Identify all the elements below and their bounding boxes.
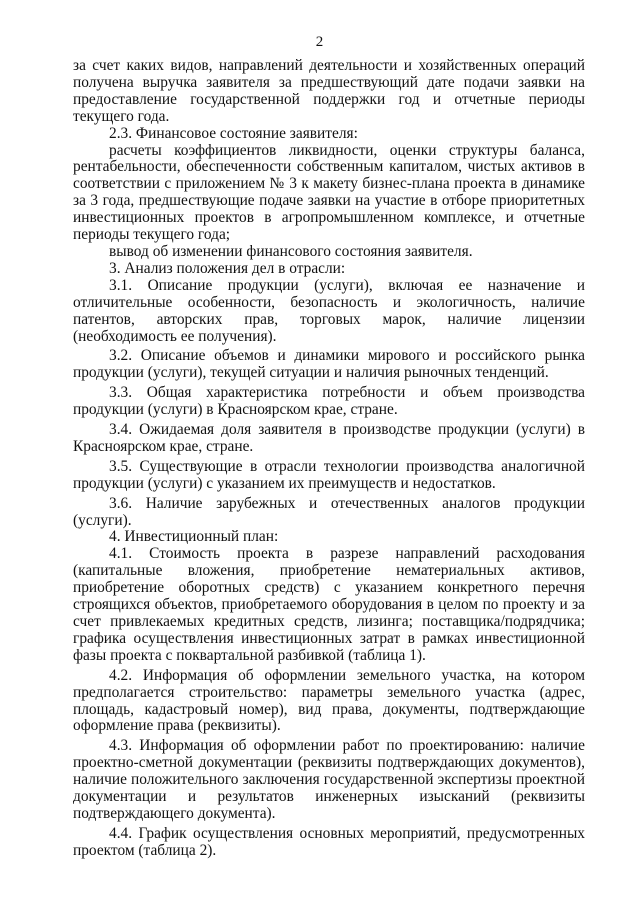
paragraph-3-5: 3.5. Существующие в отрасли технологии производства аналогичной продукции (услуги) с указанием их преимуществ и недостатков. [73, 457, 585, 492]
paragraph-3-1: 3.1. Описание продукции (услуги), включая ее назначение и отличительные особенности, безопасность и экологичность, наличие патентов, авторских прав, торговых марок, наличие лицензии (необходимость ее получения). [73, 276, 585, 345]
paragraph-4-2: 4.2. Информация об оформлении земельного участка, на котором предполагается строительство: параметры земельного участка (адрес, площадь, кадастровый номер), вид права, документы, подтверждающие оформление права (реквизиты). [73, 666, 585, 735]
paragraph-4-heading: 4. Инвестиционный план: [109, 528, 279, 546]
page-number: 2 [315, 34, 324, 50]
paragraph-4-4: 4.4. График осуществления основных мероприятий, предусмотренных проектом (таблица 2). [73, 824, 585, 859]
paragraph-3-6: 3.6. Наличие зарубежных и отечественных аналогов продукции (услуги). [73, 494, 585, 529]
paragraph-3-4: 3.4. Ожидаемая доля заявителя в производстве продукции (услуги) в Красноярском крае, стране. [73, 421, 585, 455]
paragraph-3-heading: 3. Анализ положения дел в отрасли: [109, 259, 346, 277]
paragraph-financial-conclusion: вывод об изменении финансового состояния заявителя. [109, 242, 473, 260]
paragraph-3-3: 3.3. Общая характеристика потребности и объем производства продукции (услуги) в Красноярском крае, стране. [73, 384, 585, 419]
paragraph-3-2: 3.2. Описание объемов и динамики мирового и российского рынка продукции (услуги), текущей ситуации и наличия рыночных тенденций. [73, 347, 585, 382]
document-body [73, 58, 585, 860]
paragraph-financial-ratios: расчеты коэффициентов ликвидности, оценки структуры баланса, рентабельности, обеспеченности собственным капиталом, чистых активов в соответствии с приложением № 3 к макету бизнес-плана проекта в динамике за 3 года, предшествующие подаче заявки на участие в отборе приоритетных инвестиционных проектов в агропромышленном комплексе, и отчетные периоды текущего года; [73, 141, 585, 244]
paragraph-4-3: 4.3. Информация об оформлении работ по проектированию: наличие проектно-сметной документации (реквизиты подтверждающих документов), наличие положительного заключения государственной экспертизы проектной документации и результатов инженерных изысканий (реквизиты подтверждающего документа). [73, 737, 585, 822]
paragraph-2-3-heading: 2.3. Финансовое состояние заявителя: [109, 124, 358, 142]
paragraph-revenue-sources: за счет каких видов, направлений деятельности и хозяйственных операций получена выручка заявителя за предшествующий дате подачи заявки на предоставление государственной поддержки год и отчетные периоды текущего года. [73, 57, 585, 125]
paragraph-4-1: 4.1. Стоимость проекта в разрезе направлений расходования (капитальные вложения, приобретение нематериальных активов, приобретение оборотных средств) с указанием конкретного перечня строящихся объектов, приобретаемого оборудования в целом по проекту и за счет привлекаемых кредитных средств, лизинга; поставщика/подрядчика; графика осуществления инвестиционных затрат в рамках инвестиционной фазы проекта с поквартальной разбивкой (таблица 1). [73, 545, 585, 664]
